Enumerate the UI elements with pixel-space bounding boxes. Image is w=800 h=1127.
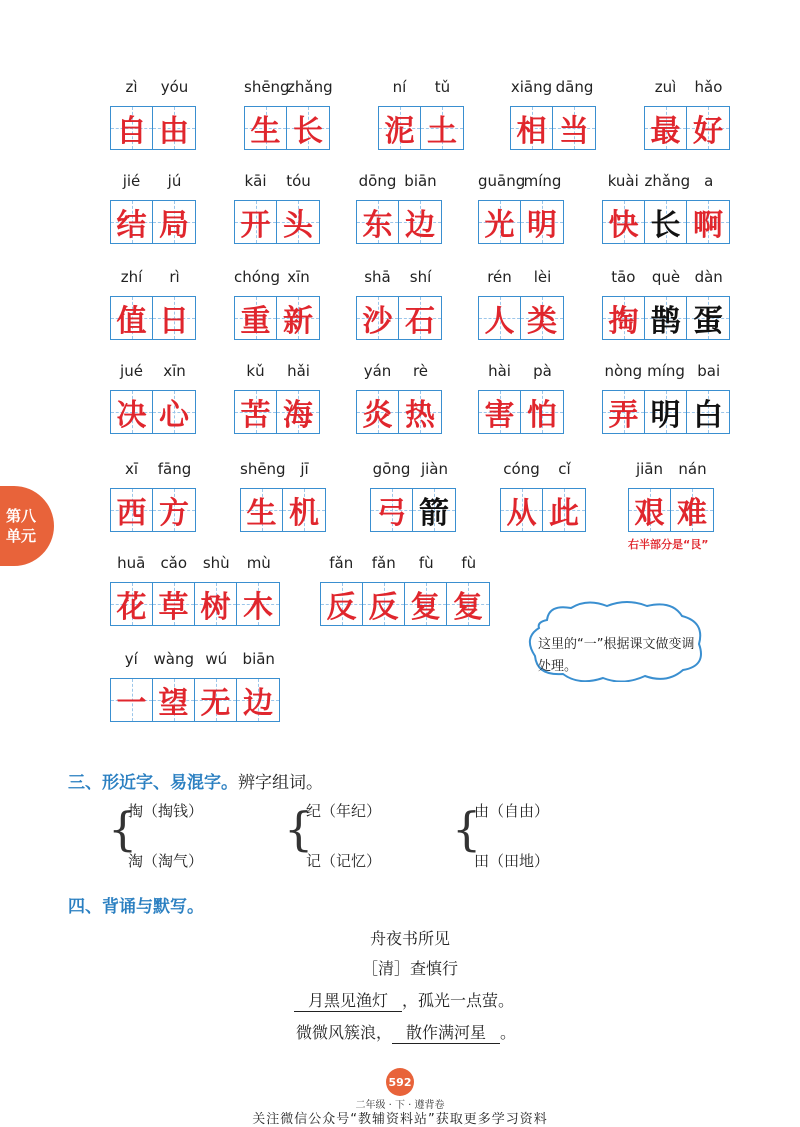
pinyin: cóng cǐ: [503, 460, 571, 478]
tianzige-grid: [110, 390, 196, 434]
tianzige-grid: [110, 678, 280, 722]
pinyin: xiāng dāng: [510, 78, 594, 96]
brace: {: [452, 802, 482, 856]
hanzi-cell: 结: [111, 201, 153, 243]
hanzi-cell: 机: [283, 489, 325, 531]
hanzi-cell: 石: [399, 297, 441, 339]
pinyin: xī fāng: [124, 460, 192, 478]
bubble-note: 这里的“一”根据课文做变调处理。: [538, 637, 695, 674]
vocab-word: [356, 268, 442, 340]
hanzi-cell: 边: [399, 201, 441, 243]
hanzi-cell: 心: [153, 391, 195, 433]
pinyin: zuì hǎo: [654, 78, 723, 96]
hanzi-cell: 边: [237, 679, 279, 721]
vocab-word: [110, 554, 280, 626]
vocab-word: [320, 554, 490, 626]
hanzi-cell: 头: [277, 201, 319, 243]
tianzige-grid: [356, 296, 442, 340]
hanzi-cell: 鹊: [645, 297, 687, 339]
pinyin: ní tǔ: [392, 78, 451, 96]
pinyin: zhí rì: [120, 268, 180, 286]
hanzi-cell: 明: [521, 201, 563, 243]
poem-title: 舟夜书所见: [369, 929, 450, 948]
tianzige-grid: [110, 200, 196, 244]
hanzi-cell: 决: [111, 391, 153, 433]
tianzige-grid: [644, 106, 730, 150]
hanzi-cell: 炎: [357, 391, 399, 433]
hanzi-cell: 反: [321, 583, 363, 625]
hanzi-cell: 泥: [379, 107, 421, 149]
tianzige-grid: [234, 390, 320, 434]
pair-2-a: 纪（年纪）: [306, 802, 382, 820]
tianzige-grid: [110, 296, 196, 340]
hanzi-cell: 弄: [603, 391, 645, 433]
hanzi-cell: 复: [405, 583, 447, 625]
tianzige-grid: [240, 488, 326, 532]
pinyin: kuài zhǎng a: [607, 172, 714, 190]
hanzi-cell: 局: [153, 201, 195, 243]
hanzi-cell: 重: [235, 297, 277, 339]
tianzige-grid: [356, 200, 442, 244]
hanzi-cell: 长: [645, 201, 687, 243]
footer-grade: 二年级 · 下 · 遵背卷: [355, 1100, 445, 1111]
vocab-word: [378, 78, 464, 150]
hanzi-cell: 人: [479, 297, 521, 339]
hanzi-cell: 自: [111, 107, 153, 149]
pinyin: dōng biān: [358, 172, 437, 190]
hanzi-cell: 掏: [603, 297, 645, 339]
pinyin: jué xīn: [120, 362, 186, 380]
footer-promo: 关注微信公众号“教辅资料站”获取更多学习资料: [252, 1112, 548, 1127]
tianzige-grid: [478, 200, 564, 244]
vocab-word: [628, 460, 714, 532]
hanzi-cell: 最: [645, 107, 687, 149]
hanzi-cell: 白: [687, 391, 729, 433]
hanzi-cell: 东: [357, 201, 399, 243]
vocab-word: [234, 362, 320, 434]
hanzi-cell: 草: [153, 583, 195, 625]
section4-heading: 四、背诵与默写。: [68, 897, 204, 917]
vocab-word: [602, 362, 730, 434]
hanzi-cell: 此: [543, 489, 585, 531]
hanzi-cell: 好: [687, 107, 729, 149]
hanzi-cell: 木: [237, 583, 279, 625]
tianzige-grid: [320, 582, 490, 626]
hanzi-cell: 望: [153, 679, 195, 721]
pinyin: hài pà: [488, 362, 552, 380]
hanzi-cell: 新: [277, 297, 319, 339]
hanzi-cell: 蛋: [687, 297, 729, 339]
tianzige-grid: [234, 200, 320, 244]
pinyin: yán rè: [363, 362, 429, 380]
page-number: 592: [386, 1068, 414, 1096]
vocab-word: [244, 78, 333, 150]
vocab-word: [602, 268, 730, 340]
tianzige-grid: [378, 106, 464, 150]
vocab-word: [240, 460, 326, 532]
hanzi-cell: 从: [501, 489, 543, 531]
hanzi-cell: 害: [479, 391, 521, 433]
hanzi-cell: 弓: [371, 489, 413, 531]
answer-blank: 月黑见渔灯: [294, 988, 402, 1012]
pair-1-b: 淘（淘气）: [128, 852, 204, 870]
hanzi-cell: 无: [195, 679, 237, 721]
pinyin: shēng zhǎng: [244, 78, 333, 96]
vocab-word: [110, 362, 196, 434]
vocab-word: [356, 362, 442, 434]
pinyin: yí wàng wú biān: [124, 650, 275, 668]
pinyin: gōng jiàn: [372, 460, 449, 478]
vocab-word: [110, 460, 196, 532]
pinyin: chóng xīn: [234, 268, 310, 286]
poem-author: ［清］查慎行: [361, 959, 458, 978]
vocab-word: [370, 460, 456, 532]
hanzi-cell: 长: [287, 107, 329, 149]
hanzi-cell: 相: [511, 107, 553, 149]
hanzi-cell: 生: [241, 489, 283, 531]
hanzi-cell: 方: [153, 489, 195, 531]
poem-line-2: 微微风簇浪， 散作满河星 。: [296, 1020, 516, 1044]
vocab-word: [110, 78, 196, 150]
tianzige-grid: [110, 106, 196, 150]
pinyin: guāng míng: [478, 172, 562, 190]
tianzige-grid: [478, 296, 564, 340]
pinyin: jiān nán: [635, 460, 707, 478]
hanzi-cell: 日: [153, 297, 195, 339]
tianzige-grid: [628, 488, 714, 532]
hanzi-cell: 光: [479, 201, 521, 243]
brace: {: [108, 802, 138, 856]
vocab-word: [478, 268, 564, 340]
hanzi-cell: 苦: [235, 391, 277, 433]
pinyin: tāo què dàn: [611, 268, 723, 286]
pinyin: zì yóu: [125, 78, 189, 96]
pinyin: shā shí: [364, 268, 432, 286]
hanzi-cell: 西: [111, 489, 153, 531]
pinyin: shēng jī: [240, 460, 309, 478]
vocab-word: [234, 268, 320, 340]
tianzige-grid: [602, 200, 730, 244]
vocab-word: [644, 78, 730, 150]
hanzi-cell: 难: [671, 489, 713, 531]
vocab-word: [478, 362, 564, 434]
tianzige-grid: [500, 488, 586, 532]
vocab-word: [234, 172, 320, 244]
hanzi-cell: 生: [245, 107, 287, 149]
unit-tab: 第八 单元: [0, 486, 54, 566]
tianzige-grid: [110, 488, 196, 532]
tianzige-grid: [510, 106, 596, 150]
poem-line-1: 月黑见渔灯 ，孤光一点萤。: [294, 988, 514, 1012]
pair-3-b: 田（田地）: [474, 852, 550, 870]
answer-blank: 散作满河星: [392, 1020, 500, 1044]
pair-2-b: 记（记忆）: [306, 852, 382, 870]
hanzi-cell: 土: [421, 107, 463, 149]
tianzige-grid: [602, 390, 730, 434]
tianzige-grid: [370, 488, 456, 532]
vocab-word: [478, 172, 564, 244]
tianzige-grid: [110, 582, 280, 626]
tianzige-grid: [356, 390, 442, 434]
hanzi-cell: 怕: [521, 391, 563, 433]
pinyin: nòng míng bai: [604, 362, 721, 380]
hanzi-cell: 值: [111, 297, 153, 339]
tianzige-grid: [244, 106, 330, 150]
vocab-word: [110, 650, 280, 722]
pinyin: fǎn fǎn fù fù: [329, 554, 477, 572]
pair-3-a: 由（自由）: [474, 802, 550, 820]
vocab-word: [500, 460, 586, 532]
vocab-word: [356, 172, 442, 244]
pinyin: jié jú: [122, 172, 182, 190]
hanzi-cell: 一: [111, 679, 153, 721]
vocab-word: [110, 268, 196, 340]
pinyin: rén lèi: [487, 268, 552, 286]
hanzi-cell: 花: [111, 583, 153, 625]
hanzi-cell: 反: [363, 583, 405, 625]
hanzi-cell: 热: [399, 391, 441, 433]
brace: {: [284, 802, 314, 856]
hanzi-cell: 开: [235, 201, 277, 243]
hanzi-cell: 类: [521, 297, 563, 339]
hanzi-cell: 树: [195, 583, 237, 625]
hanzi-cell: 当: [553, 107, 595, 149]
hanzi-cell: 艰: [629, 489, 671, 531]
pair-1-a: 掏（掏钱）: [128, 802, 204, 820]
vocab-word: [602, 172, 730, 244]
pinyin: kǔ hǎi: [246, 362, 310, 380]
hanzi-cell: 复: [447, 583, 489, 625]
pinyin: huā cǎo shù mù: [117, 554, 271, 572]
section3-heading: 三、形近字、易混字。辨字组词。: [68, 773, 323, 793]
hanzi-cell: 明: [645, 391, 687, 433]
vocab-word: [110, 172, 196, 244]
hanzi-cell: 海: [277, 391, 319, 433]
radical-note: 右半部分是“艮”: [628, 538, 709, 551]
pinyin: kāi tóu: [244, 172, 311, 190]
hanzi-cell: 箭: [413, 489, 455, 531]
hanzi-cell: 沙: [357, 297, 399, 339]
hanzi-cell: 由: [153, 107, 195, 149]
hanzi-cell: 快: [603, 201, 645, 243]
tianzige-grid: [478, 390, 564, 434]
tianzige-grid: [602, 296, 730, 340]
hanzi-cell: 啊: [687, 201, 729, 243]
vocab-word: [510, 78, 596, 150]
tianzige-grid: [234, 296, 320, 340]
